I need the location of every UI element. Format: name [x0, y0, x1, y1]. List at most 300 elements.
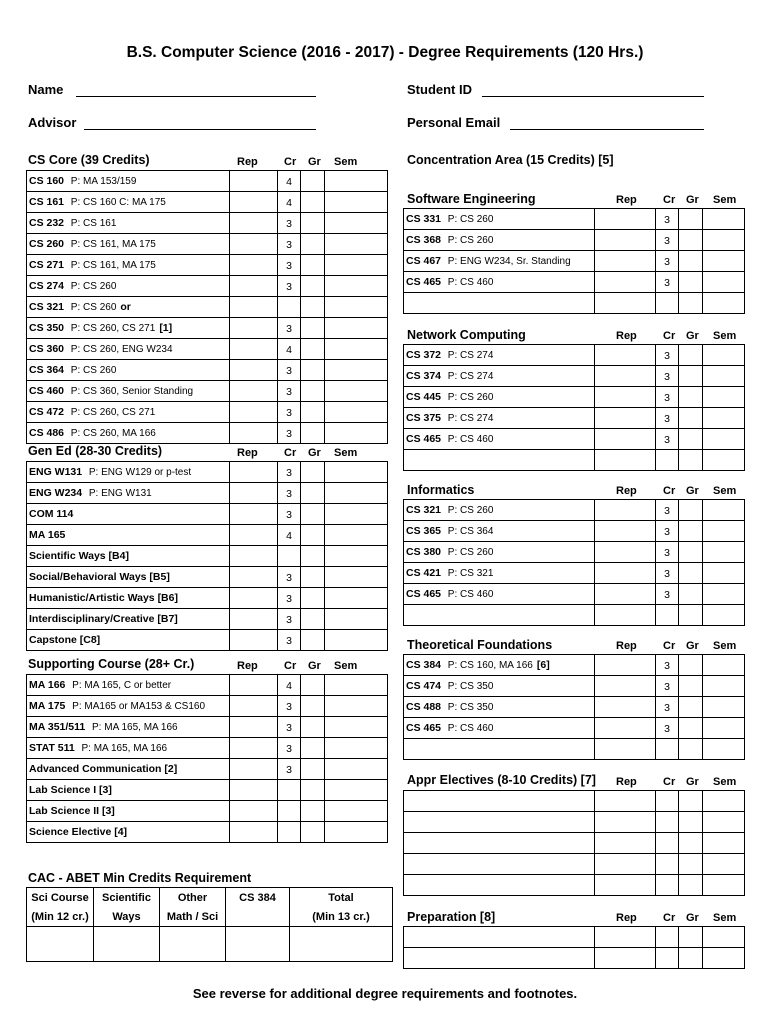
- course-prereq: P: CS 260, ENG W234: [68, 343, 173, 355]
- rep-cell[interactable]: [230, 525, 278, 546]
- semester-cell[interactable]: [325, 567, 388, 588]
- grade-cell[interactable]: [301, 213, 325, 234]
- grade-cell[interactable]: [679, 875, 703, 896]
- course-name: Lab Science II [3]: [29, 805, 115, 817]
- table-row: [404, 563, 745, 584]
- rep-cell[interactable]: [595, 948, 656, 969]
- advisor-label: Advisor: [28, 115, 77, 130]
- course-cell: [404, 521, 595, 542]
- semester-cell[interactable]: [703, 500, 745, 521]
- semester-cell[interactable]: [703, 718, 745, 739]
- grade-cell[interactable]: [679, 833, 703, 854]
- grade-cell[interactable]: [679, 739, 703, 760]
- grade-cell[interactable]: [679, 948, 703, 969]
- rep-cell[interactable]: [230, 462, 278, 483]
- table-row: [404, 791, 745, 812]
- semester-cell[interactable]: [703, 791, 745, 812]
- rep-cell[interactable]: [230, 360, 278, 381]
- name-field[interactable]: [76, 82, 316, 97]
- table-row: [404, 500, 745, 521]
- course-prereq: P: CS 260, CS 271: [68, 322, 156, 334]
- credit-cell: 3: [278, 588, 301, 609]
- course-name: Scientific Ways [B4]: [29, 550, 129, 562]
- course-cell: [27, 462, 230, 483]
- course-note: [1]: [159, 321, 173, 334]
- course-name: CS 384: [406, 658, 442, 671]
- grade-cell[interactable]: [679, 387, 703, 408]
- rep-cell[interactable]: [595, 209, 656, 230]
- rep-cell[interactable]: [595, 272, 656, 293]
- rep-cell[interactable]: [230, 546, 278, 567]
- course-cell: [27, 504, 230, 525]
- course-prereq: P: CS 260: [68, 364, 117, 376]
- grade-cell[interactable]: [301, 234, 325, 255]
- rep-cell[interactable]: [595, 927, 656, 948]
- cac-entry-row: [27, 927, 393, 962]
- course-name: CS 232: [29, 216, 65, 229]
- semester-cell[interactable]: [703, 739, 745, 760]
- semester-cell[interactable]: [325, 171, 388, 192]
- table-row: [27, 588, 388, 609]
- semester-cell[interactable]: [325, 801, 388, 822]
- semester-cell[interactable]: [325, 381, 388, 402]
- table-row: [27, 546, 388, 567]
- credit-cell: [656, 854, 679, 875]
- rep-cell[interactable]: [595, 584, 656, 605]
- credit-cell: 3: [656, 584, 679, 605]
- course-cell: [404, 272, 595, 293]
- rep-cell[interactable]: [595, 408, 656, 429]
- semester-cell[interactable]: [325, 675, 388, 696]
- course-cell: [27, 402, 230, 423]
- semester-cell[interactable]: [325, 423, 388, 444]
- grade-cell[interactable]: [301, 381, 325, 402]
- table-row: [404, 209, 745, 230]
- course-cell: [27, 255, 230, 276]
- course-name: MA 165: [29, 529, 66, 541]
- grade-cell[interactable]: [679, 272, 703, 293]
- semester-cell[interactable]: [703, 655, 745, 676]
- credit-cell: 3: [656, 655, 679, 676]
- rep-cell[interactable]: [595, 366, 656, 387]
- rep-cell[interactable]: [595, 345, 656, 366]
- table-row: [27, 255, 388, 276]
- grade-cell[interactable]: [679, 500, 703, 521]
- course-name: CS 374: [406, 369, 442, 382]
- email-field[interactable]: [510, 115, 704, 130]
- grade-cell[interactable]: [679, 521, 703, 542]
- course-cell: [404, 584, 595, 605]
- table-row: [404, 948, 745, 969]
- course-prereq: P: CS 160, MA 166: [445, 659, 533, 671]
- semester-cell[interactable]: [703, 697, 745, 718]
- semester-cell[interactable]: [325, 504, 388, 525]
- semester-cell[interactable]: [325, 213, 388, 234]
- course-cell: [27, 822, 230, 843]
- course-cell: [27, 234, 230, 255]
- grade-cell[interactable]: [679, 854, 703, 875]
- rep-cell[interactable]: [230, 588, 278, 609]
- cac-header-row: [27, 888, 393, 908]
- rep-cell[interactable]: [230, 402, 278, 423]
- grade-cell[interactable]: [301, 696, 325, 717]
- software-eng-table: [403, 208, 745, 314]
- credit-cell: [656, 605, 679, 626]
- rep-cell[interactable]: [230, 297, 278, 318]
- rep-cell[interactable]: [230, 234, 278, 255]
- semester-cell[interactable]: [325, 525, 388, 546]
- semester-cell[interactable]: [703, 387, 745, 408]
- credit-cell: 3: [656, 345, 679, 366]
- semester-cell[interactable]: [325, 360, 388, 381]
- credit-cell: 3: [656, 697, 679, 718]
- semester-cell[interactable]: [325, 462, 388, 483]
- semester-cell[interactable]: [325, 402, 388, 423]
- semester-cell[interactable]: [703, 272, 745, 293]
- cac-entry-cell[interactable]: [94, 927, 160, 962]
- course-name: Science Elective [4]: [29, 826, 128, 838]
- grade-cell[interactable]: [679, 563, 703, 584]
- course-name: COM 114: [29, 508, 74, 520]
- course-cell: [404, 812, 595, 833]
- cac-header-cell: Ways: [94, 907, 160, 927]
- grade-cell[interactable]: [301, 738, 325, 759]
- student-id-field[interactable]: [482, 82, 704, 97]
- course-prereq: P: CS 260: [445, 234, 494, 246]
- course-cell: [404, 718, 595, 739]
- grade-cell[interactable]: [301, 609, 325, 630]
- credit-cell: 3: [278, 213, 301, 234]
- credit-cell: 3: [278, 609, 301, 630]
- grade-cell[interactable]: [301, 675, 325, 696]
- rep-cell[interactable]: [230, 822, 278, 843]
- rep-cell[interactable]: [595, 875, 656, 896]
- table-row: [404, 272, 745, 293]
- grade-cell[interactable]: [679, 676, 703, 697]
- rep-cell[interactable]: [595, 718, 656, 739]
- rep-cell[interactable]: [595, 676, 656, 697]
- course-name: CS 321: [406, 503, 442, 516]
- semester-cell[interactable]: [703, 584, 745, 605]
- course-cell: [27, 609, 230, 630]
- course-name: CS 474: [406, 679, 442, 692]
- rep-cell[interactable]: [595, 854, 656, 875]
- semester-cell[interactable]: [325, 717, 388, 738]
- course-name: Lab Science I [3]: [29, 784, 112, 796]
- credit-cell: [656, 948, 679, 969]
- course-prereq: P: CS 274: [445, 349, 494, 361]
- grade-cell[interactable]: [679, 293, 703, 314]
- course-cell: [404, 563, 595, 584]
- rep-cell[interactable]: [595, 293, 656, 314]
- grade-cell[interactable]: [301, 276, 325, 297]
- rep-cell[interactable]: [230, 675, 278, 696]
- rep-cell[interactable]: [595, 812, 656, 833]
- course-name: CS 274: [29, 279, 65, 292]
- table-row: [27, 738, 388, 759]
- table-row: [404, 739, 745, 760]
- informatics-title: Informatics: [407, 483, 475, 497]
- grade-cell[interactable]: [301, 171, 325, 192]
- course-cell: [27, 276, 230, 297]
- grade-cell[interactable]: [301, 801, 325, 822]
- cac-header-cell: Math / Sci: [160, 907, 226, 927]
- grade-cell[interactable]: [301, 462, 325, 483]
- semester-cell[interactable]: [703, 542, 745, 563]
- course-name: CS 331: [406, 212, 442, 225]
- cac-entry-cell[interactable]: [226, 927, 290, 962]
- rep-cell[interactable]: [230, 171, 278, 192]
- rep-cell[interactable]: [230, 504, 278, 525]
- rep-cell[interactable]: [230, 696, 278, 717]
- grade-cell[interactable]: [679, 230, 703, 251]
- credit-cell: 3: [656, 408, 679, 429]
- supporting-title: Supporting Course (28+ Cr.): [28, 657, 195, 671]
- course-name: Advanced Communication [2]: [29, 763, 178, 775]
- rep-cell[interactable]: [230, 255, 278, 276]
- semester-cell[interactable]: [325, 696, 388, 717]
- semester-cell[interactable]: [325, 546, 388, 567]
- semester-cell[interactable]: [703, 293, 745, 314]
- network-column-headers: Rep Cr Gr Sem: [616, 330, 737, 342]
- table-row: [404, 718, 745, 739]
- table-row: [27, 360, 388, 381]
- table-row: [404, 450, 745, 471]
- course-cell: [27, 525, 230, 546]
- table-row: [404, 521, 745, 542]
- rep-cell[interactable]: [595, 450, 656, 471]
- rep-cell[interactable]: [230, 423, 278, 444]
- rep-cell[interactable]: [595, 230, 656, 251]
- course-cell: [27, 360, 230, 381]
- grade-cell[interactable]: [679, 718, 703, 739]
- rep-cell[interactable]: [230, 567, 278, 588]
- grade-cell[interactable]: [679, 408, 703, 429]
- rep-cell[interactable]: [230, 381, 278, 402]
- rep-cell[interactable]: [595, 605, 656, 626]
- course-name: Interdisciplinary/Creative [B7]: [29, 613, 178, 625]
- course-cell: [27, 675, 230, 696]
- grade-cell[interactable]: [301, 423, 325, 444]
- semester-cell[interactable]: [325, 609, 388, 630]
- course-prereq: P: CS 460: [445, 722, 494, 734]
- course-cell: [404, 230, 595, 251]
- semester-cell[interactable]: [703, 676, 745, 697]
- semester-cell[interactable]: [325, 297, 388, 318]
- grade-cell[interactable]: [679, 345, 703, 366]
- semester-cell[interactable]: [703, 251, 745, 272]
- semester-cell[interactable]: [703, 875, 745, 896]
- rep-cell[interactable]: [595, 429, 656, 450]
- semester-cell[interactable]: [703, 812, 745, 833]
- rep-cell[interactable]: [230, 801, 278, 822]
- course-name: MA 166: [29, 678, 66, 691]
- rep-cell[interactable]: [230, 717, 278, 738]
- grade-cell[interactable]: [679, 605, 703, 626]
- course-prereq: P: CS 160 C: MA 175: [68, 196, 166, 208]
- course-cell: [404, 345, 595, 366]
- semester-cell[interactable]: [325, 588, 388, 609]
- semester-cell[interactable]: [703, 927, 745, 948]
- informatics-table: [403, 499, 745, 626]
- credit-cell: 3: [278, 759, 301, 780]
- course-cell: [404, 542, 595, 563]
- semester-cell[interactable]: [703, 230, 745, 251]
- rep-cell[interactable]: [595, 387, 656, 408]
- semester-cell[interactable]: [703, 408, 745, 429]
- course-name: CS 486: [29, 426, 65, 439]
- grade-cell[interactable]: [301, 255, 325, 276]
- table-row: [27, 276, 388, 297]
- credit-cell: 4: [278, 171, 301, 192]
- cac-entry-cell[interactable]: [27, 927, 94, 962]
- semester-cell[interactable]: [703, 345, 745, 366]
- semester-cell[interactable]: [703, 563, 745, 584]
- course-cell: [404, 854, 595, 875]
- grade-cell[interactable]: [301, 546, 325, 567]
- cac-entry-cell[interactable]: [290, 927, 393, 962]
- course-name: CS 375: [406, 411, 442, 424]
- rep-cell[interactable]: [230, 738, 278, 759]
- grade-cell[interactable]: [301, 717, 325, 738]
- credit-cell: 4: [278, 192, 301, 213]
- rep-cell[interactable]: [230, 609, 278, 630]
- course-prereq: P: CS 260: [445, 213, 494, 225]
- course-prereq: P: MA 165, MA 166: [78, 742, 168, 754]
- semester-cell[interactable]: [703, 429, 745, 450]
- credit-cell: [656, 833, 679, 854]
- cac-header-cell: Scientific: [94, 888, 160, 908]
- appr-electives-title: Appr Electives (8-10 Credits) [7]: [407, 773, 596, 787]
- grade-cell[interactable]: [679, 209, 703, 230]
- semester-cell[interactable]: [703, 833, 745, 854]
- software-eng-title: Software Engineering: [407, 192, 536, 206]
- grade-cell[interactable]: [679, 697, 703, 718]
- grade-cell[interactable]: [679, 366, 703, 387]
- course-prereq: P: CS 460: [445, 588, 494, 600]
- course-name: CS 160: [29, 174, 65, 187]
- rep-cell[interactable]: [595, 500, 656, 521]
- table-row: [404, 251, 745, 272]
- credit-cell: 3: [278, 738, 301, 759]
- semester-cell[interactable]: [325, 822, 388, 843]
- grade-cell[interactable]: [679, 450, 703, 471]
- cac-header-cell: Other: [160, 888, 226, 908]
- grade-cell[interactable]: [679, 429, 703, 450]
- rep-cell[interactable]: [595, 542, 656, 563]
- course-cell: [27, 213, 230, 234]
- course-name: MA 175: [29, 699, 66, 712]
- credit-cell: 3: [278, 630, 301, 651]
- table-row: [27, 696, 388, 717]
- grade-cell[interactable]: [679, 251, 703, 272]
- cac-header-cell: (Min 13 cr.): [290, 907, 393, 927]
- semester-cell[interactable]: [325, 255, 388, 276]
- semester-cell[interactable]: [703, 366, 745, 387]
- grade-cell[interactable]: [301, 504, 325, 525]
- credit-cell: 3: [278, 423, 301, 444]
- rep-cell[interactable]: [595, 833, 656, 854]
- course-cell: [404, 927, 595, 948]
- gen-ed-title: Gen Ed (28-30 Credits): [28, 444, 163, 458]
- credit-cell: [656, 791, 679, 812]
- course-cell: [404, 429, 595, 450]
- semester-cell[interactable]: [703, 854, 745, 875]
- course-name: CS 365: [406, 524, 442, 537]
- semester-cell[interactable]: [703, 948, 745, 969]
- grade-cell[interactable]: [679, 812, 703, 833]
- table-row: [404, 875, 745, 896]
- cac-entry-cell[interactable]: [160, 927, 226, 962]
- credit-cell: 3: [656, 718, 679, 739]
- grade-cell[interactable]: [301, 402, 325, 423]
- grade-cell[interactable]: [679, 791, 703, 812]
- semester-cell[interactable]: [325, 234, 388, 255]
- semester-cell[interactable]: [325, 276, 388, 297]
- course-prereq: P: ENG W131: [86, 487, 152, 499]
- advisor-field[interactable]: [84, 115, 316, 130]
- semester-cell[interactable]: [325, 738, 388, 759]
- table-row: [27, 525, 388, 546]
- rep-cell[interactable]: [595, 251, 656, 272]
- semester-cell[interactable]: [703, 450, 745, 471]
- table-row: [27, 609, 388, 630]
- grade-cell[interactable]: [301, 822, 325, 843]
- table-row: [27, 213, 388, 234]
- semester-cell[interactable]: [703, 209, 745, 230]
- grade-cell[interactable]: [301, 567, 325, 588]
- rep-cell[interactable]: [595, 739, 656, 760]
- course-name: CS 372: [406, 348, 442, 361]
- rep-cell[interactable]: [595, 563, 656, 584]
- grade-cell[interactable]: [301, 525, 325, 546]
- grade-cell[interactable]: [679, 584, 703, 605]
- semester-cell[interactable]: [703, 521, 745, 542]
- course-name: CS 360: [29, 342, 65, 355]
- rep-cell[interactable]: [595, 521, 656, 542]
- course-name: CS 260: [29, 237, 65, 250]
- cs-core-title: CS Core (39 Credits): [28, 153, 150, 167]
- credit-cell: 3: [656, 387, 679, 408]
- table-row: [27, 462, 388, 483]
- rep-cell[interactable]: [230, 213, 278, 234]
- preparation-table: [403, 926, 745, 969]
- grade-cell[interactable]: [679, 542, 703, 563]
- course-prereq: P: CS 161, MA 175: [68, 259, 156, 271]
- course-cell: [404, 791, 595, 812]
- credit-cell: [656, 739, 679, 760]
- course-cell: [404, 676, 595, 697]
- grade-cell[interactable]: [679, 655, 703, 676]
- rep-cell[interactable]: [230, 276, 278, 297]
- credit-cell: 3: [656, 230, 679, 251]
- grade-cell[interactable]: [301, 360, 325, 381]
- rep-cell[interactable]: [595, 697, 656, 718]
- table-row: [404, 812, 745, 833]
- grade-cell[interactable]: [679, 927, 703, 948]
- credit-cell: 3: [656, 500, 679, 521]
- credit-cell: 3: [278, 717, 301, 738]
- grade-cell[interactable]: [301, 297, 325, 318]
- rep-cell[interactable]: [595, 655, 656, 676]
- rep-cell[interactable]: [595, 791, 656, 812]
- course-note: [6]: [536, 658, 550, 671]
- table-row: [27, 717, 388, 738]
- grade-cell[interactable]: [301, 588, 325, 609]
- table-row: [27, 234, 388, 255]
- course-cell: [27, 546, 230, 567]
- semester-cell[interactable]: [703, 605, 745, 626]
